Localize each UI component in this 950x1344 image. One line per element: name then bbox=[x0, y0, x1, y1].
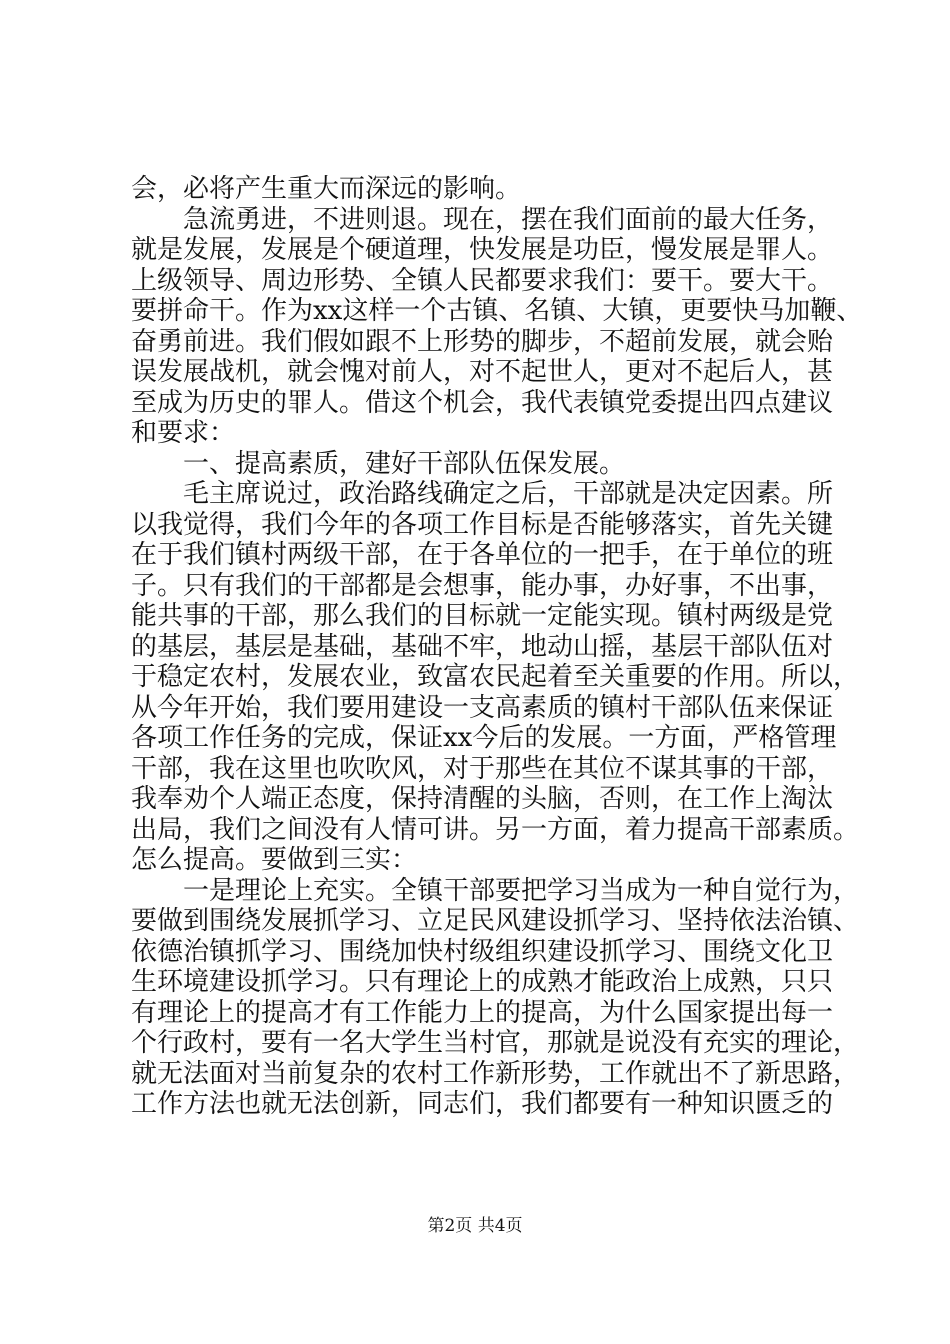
text-line: 在于我们镇村两级干部，在于各单位的一把手，在于单位的班 bbox=[131, 540, 834, 570]
text-line: 至成为历史的罪人。借这个机会，我代表镇党委提出四点建议 bbox=[131, 387, 834, 418]
text-line: 依德治镇抓学习、围绕加快村级组织建设抓学习、围绕文化卫 bbox=[131, 936, 834, 967]
text-line: 从今年开始，我们要用建设一支高素质的镇村干部队伍来保证 bbox=[131, 692, 834, 723]
text-line: 出局，我们之间没有人情可讲。另一方面，着力提高干部素质。 bbox=[131, 814, 860, 845]
text-line: 急流勇进，不进则退。现在，摆在我们面前的最大任务， bbox=[183, 204, 834, 235]
text-line: 以我觉得，我们今年的各项工作目标是否能够落实，首先关键 bbox=[131, 509, 834, 540]
text-line: 要拼命干。作为xx这样一个古镇、名镇、大镇，更要快马加鞭、 bbox=[131, 296, 863, 326]
text-line: 误发展战机，就会愧对前人，对不起世人，更对不起后人，甚 bbox=[131, 357, 834, 387]
text-line: 要做到围绕发展抓学习、立足民风建设抓学习、坚持依法治镇、 bbox=[131, 906, 860, 936]
text-line: 上级领导、周边形势、全镇人民都要求我们：要干。要大干。 bbox=[131, 265, 834, 296]
text-line: 和要求： bbox=[131, 418, 236, 448]
text-line: 干部，我在这里也吹吹风，对于那些在其位不谋其事的干部， bbox=[131, 753, 834, 784]
text-line: 一是理论上充实。全镇干部要把学习当成为一种自觉行为， bbox=[183, 875, 860, 906]
text-line: 奋勇前进。我们假如跟不上形势的脚步，不超前发展，就会贻 bbox=[131, 326, 834, 357]
text-line: 各项工作任务的完成，保证xx今后的发展。一方面，严格管理 bbox=[131, 723, 837, 753]
text-line: 工作方法也就无法创新，同志们，我们都要有一种知识匮乏的 bbox=[131, 1089, 834, 1119]
text-line: 有理论上的提高才有工作能力上的提高，为什么国家提出每一 bbox=[131, 997, 834, 1028]
text-line: 就是发展，发展是个硬道理，快发展是功臣，慢发展是罪人。 bbox=[131, 235, 834, 265]
text-line: 毛主席说过，政治路线确定之后，干部就是决定因素。所 bbox=[183, 479, 834, 509]
text-line: 个行政村，要有一名大学生当村官，那就是说没有充实的理论， bbox=[131, 1028, 860, 1058]
text-line: 生环境建设抓学习。只有理论上的成熟才能政治上成熟，只只 bbox=[131, 967, 834, 997]
page-footer: 第2页 共4页 bbox=[427, 1216, 523, 1236]
text-line: 怎么提高。要做到三实： bbox=[131, 845, 418, 875]
text-line: 的基层，基层是基础，基础不牢，地动山摇，基层干部队伍对 bbox=[131, 631, 834, 662]
text-line: 于稳定农村，发展农业，致富农民起着至关重要的作用。所以， bbox=[131, 662, 860, 692]
text-line: 子。只有我们的干部都是会想事，能办事，办好事，不出事， bbox=[131, 570, 834, 601]
text-line: 我奉劝个人端正态度，保持清醒的头脑，否则，在工作上淘汰 bbox=[131, 784, 834, 814]
section-heading: 一、提高素质，建好干部队伍保发展。 bbox=[183, 448, 626, 479]
text-line: 就无法面对当前复杂的农村工作新形势，工作就出不了新思路， bbox=[131, 1058, 860, 1089]
text-line: 能共事的干部，那么我们的目标就一定能实现。镇村两级是党 bbox=[131, 601, 834, 631]
text-line: 会，必将产生重大而深远的影响。 bbox=[131, 174, 522, 204]
